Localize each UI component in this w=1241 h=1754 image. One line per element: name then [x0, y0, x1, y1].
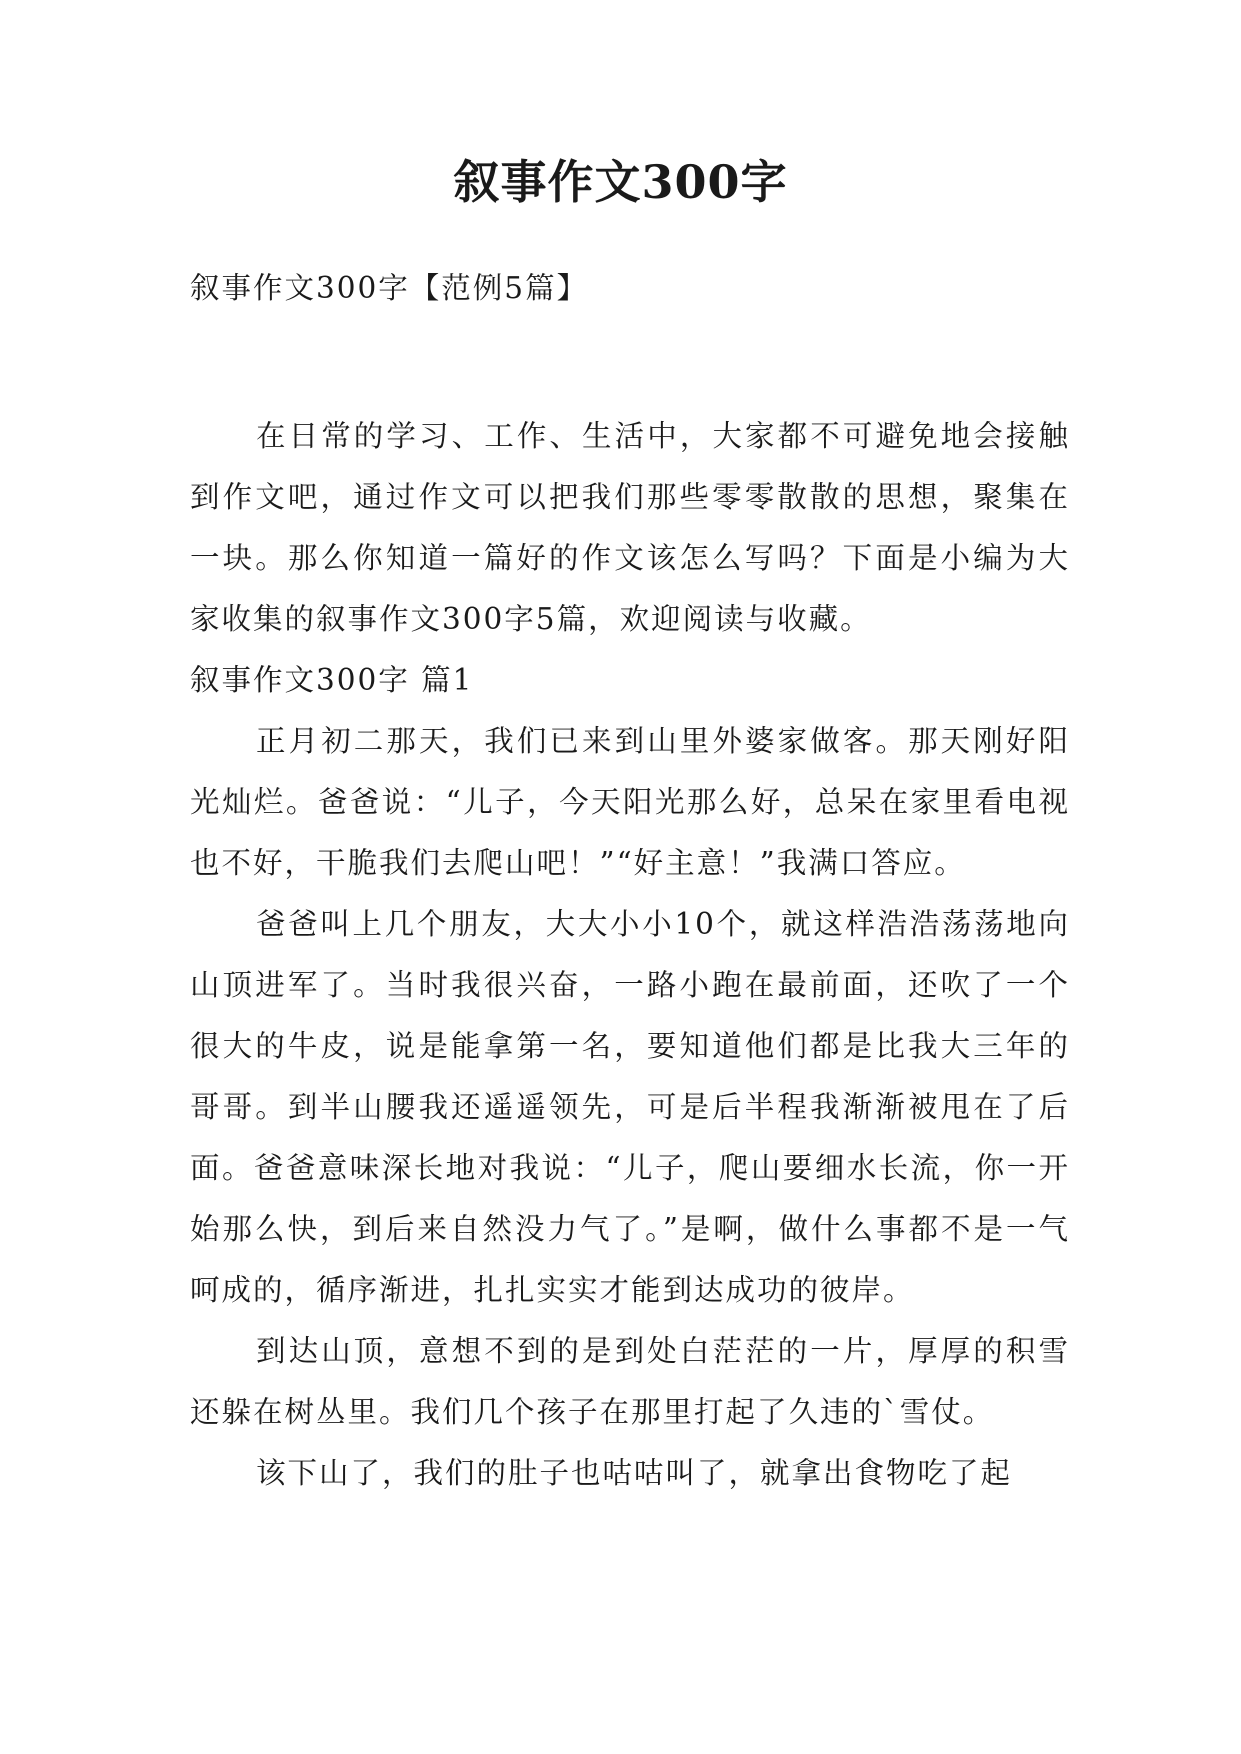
- body-paragraph: 该下山了，我们的肚子也咕咕叫了，就拿出食物吃了起: [256, 1456, 1013, 1490]
- body-paragraph: 正月初二那天，我们已来到山里外婆家做客。那天刚好阳光灿烂。爸爸说：“儿子，今天阳光那么好，总呆在家里看电视也不好，干脆我们去爬山吧！”“好主意！”我满口答应。: [190, 724, 1070, 880]
- document-subtitle: 叙事作文300字【范例5篇】: [190, 271, 589, 305]
- intro-paragraph: 在日常的学习、工作、生活中，大家都不可避免地会接触到作文吧，通过作文可以把我们那些零零散散的思想，聚集在一块。那么你知道一篇好的作文该怎么写吗？下面是小编为大家收集的叙事作文300字5篇，欢迎阅读与收藏。: [190, 419, 1070, 636]
- document-body: [190, 406, 1070, 1504]
- body-paragraph: 到达山顶，意想不到的是到处白茫茫的一片，厚厚的积雪还躲在树丛里。我们几个孩子在那里打起了久违的`雪仗。: [190, 1334, 1070, 1429]
- document-title: 叙事作文300字: [453, 155, 788, 209]
- body-paragraph: 爸爸叫上几个朋友，大大小小10个，就这样浩浩荡荡地向山顶进军了。当时我很兴奋，一路小跑在最前面，还吹了一个很大的牛皮，说是能拿第一名，要知道他们都是比我大三年的哥哥。到半山腰我还遥遥领先，可是后半程我渐渐被甩在了后面。爸爸意味深长地对我说：“儿子，爬山要细水长流，你一开始那么快，到后来自然没力气了。”是啊，做什么事都不是一气呵成的，循序渐进，扎扎实实才能到达成功的彼岸。: [190, 907, 1070, 1307]
- section-heading: 叙事作文300字 篇1: [190, 663, 474, 697]
